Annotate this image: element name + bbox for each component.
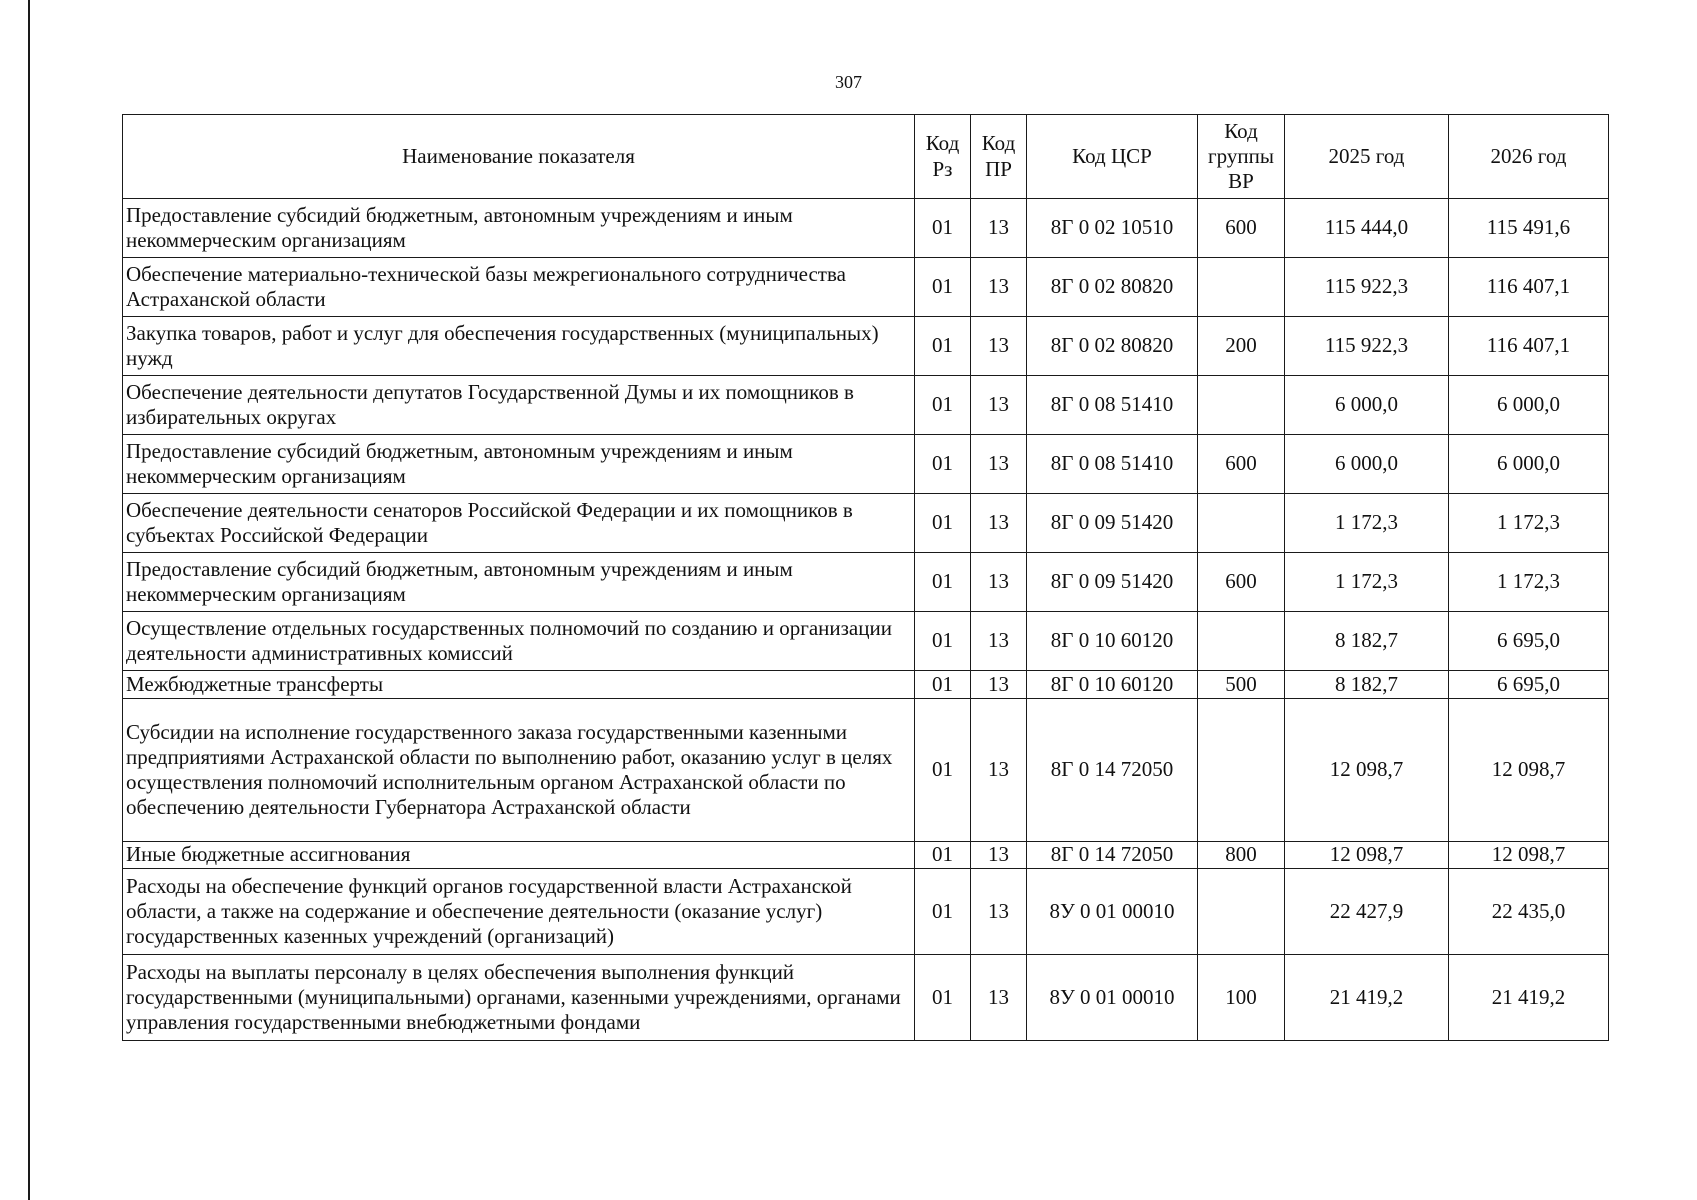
row-vr: 200 bbox=[1198, 317, 1285, 376]
row-pr: 13 bbox=[971, 842, 1027, 869]
row-pr: 13 bbox=[971, 553, 1027, 612]
table-row bbox=[123, 671, 1609, 699]
row-2025: 8 182,7 bbox=[1285, 671, 1449, 699]
row-2025: 8 182,7 bbox=[1285, 612, 1449, 671]
row-csr: 8У 0 01 00010 bbox=[1027, 955, 1198, 1041]
row-vr: 800 bbox=[1198, 842, 1285, 869]
row-2025: 115 444,0 bbox=[1285, 199, 1449, 258]
table-row bbox=[123, 955, 1609, 1041]
budget-table bbox=[122, 114, 1609, 1041]
row-2026: 12 098,7 bbox=[1449, 842, 1609, 869]
row-2026: 116 407,1 bbox=[1449, 317, 1609, 376]
row-2025: 6 000,0 bbox=[1285, 376, 1449, 435]
header-vr: Код группы ВР bbox=[1198, 115, 1285, 199]
row-pr: 13 bbox=[971, 955, 1027, 1041]
row-vr bbox=[1198, 376, 1285, 435]
row-rz: 01 bbox=[915, 612, 971, 671]
row-pr: 13 bbox=[971, 869, 1027, 955]
row-2026: 21 419,2 bbox=[1449, 955, 1609, 1041]
table-row bbox=[123, 376, 1609, 435]
row-name: Предоставление субсидий бюджетным, автономным учреждениям и иным некоммерческим организациям bbox=[123, 199, 915, 258]
row-pr: 13 bbox=[971, 494, 1027, 553]
row-name: Обеспечение деятельности депутатов Государственной Думы и их помощников в избирательных округах bbox=[123, 376, 915, 435]
row-rz: 01 bbox=[915, 869, 971, 955]
row-csr: 8Г 0 02 80820 bbox=[1027, 258, 1198, 317]
table-row bbox=[123, 553, 1609, 612]
row-rz: 01 bbox=[915, 317, 971, 376]
row-name: Предоставление субсидий бюджетным, автономным учреждениям и иным некоммерческим организациям bbox=[123, 553, 915, 612]
row-vr bbox=[1198, 612, 1285, 671]
row-rz: 01 bbox=[915, 258, 971, 317]
row-2026: 6 695,0 bbox=[1449, 612, 1609, 671]
row-2025: 6 000,0 bbox=[1285, 435, 1449, 494]
row-rz: 01 bbox=[915, 671, 971, 699]
row-vr: 600 bbox=[1198, 199, 1285, 258]
row-csr: 8Г 0 14 72050 bbox=[1027, 842, 1198, 869]
row-name: Обеспечение деятельности сенаторов Российской Федерации и их помощников в субъектах Российской Федерации bbox=[123, 494, 915, 553]
row-2025: 1 172,3 bbox=[1285, 494, 1449, 553]
row-pr: 13 bbox=[971, 199, 1027, 258]
row-name: Расходы на выплаты персоналу в целях обеспечения выполнения функций государственными (муниципальными) органами, казенными учреждениями, органами управления государственными внебюджетными фондами bbox=[123, 955, 915, 1041]
row-2025: 115 922,3 bbox=[1285, 317, 1449, 376]
row-csr: 8Г 0 09 51420 bbox=[1027, 494, 1198, 553]
row-csr: 8У 0 01 00010 bbox=[1027, 869, 1198, 955]
row-vr: 600 bbox=[1198, 435, 1285, 494]
row-2026: 6 000,0 bbox=[1449, 376, 1609, 435]
row-pr: 13 bbox=[971, 376, 1027, 435]
row-csr: 8Г 0 02 80820 bbox=[1027, 317, 1198, 376]
row-vr bbox=[1198, 494, 1285, 553]
row-csr: 8Г 0 10 60120 bbox=[1027, 671, 1198, 699]
row-name: Закупка товаров, работ и услуг для обеспечения государственных (муниципальных) нужд bbox=[123, 317, 915, 376]
row-name: Осуществление отдельных государственных полномочий по созданию и организации деятельности административных комиссий bbox=[123, 612, 915, 671]
row-vr bbox=[1198, 258, 1285, 317]
row-2025: 22 427,9 bbox=[1285, 869, 1449, 955]
row-csr: 8Г 0 09 51420 bbox=[1027, 553, 1198, 612]
row-2025: 115 922,3 bbox=[1285, 258, 1449, 317]
row-csr: 8Г 0 10 60120 bbox=[1027, 612, 1198, 671]
row-csr: 8Г 0 14 72050 bbox=[1027, 699, 1198, 842]
row-2026: 12 098,7 bbox=[1449, 699, 1609, 842]
row-2026: 115 491,6 bbox=[1449, 199, 1609, 258]
row-2025: 21 419,2 bbox=[1285, 955, 1449, 1041]
table-row bbox=[123, 869, 1609, 955]
row-2025: 12 098,7 bbox=[1285, 842, 1449, 869]
row-2026: 1 172,3 bbox=[1449, 553, 1609, 612]
table-row bbox=[123, 317, 1609, 376]
header-2026: 2026 год bbox=[1449, 115, 1609, 199]
table-header-row bbox=[123, 115, 1609, 199]
header-2025: 2025 год bbox=[1285, 115, 1449, 199]
row-pr: 13 bbox=[971, 435, 1027, 494]
row-name: Расходы на обеспечение функций органов государственной власти Астраханской области, а также на содержание и обеспечение деятельности (оказание услуг) государственных казенных учреждений (организаций) bbox=[123, 869, 915, 955]
table-row bbox=[123, 612, 1609, 671]
row-pr: 13 bbox=[971, 317, 1027, 376]
page-number: 307 bbox=[835, 72, 862, 92]
row-rz: 01 bbox=[915, 842, 971, 869]
row-rz: 01 bbox=[915, 553, 971, 612]
row-pr: 13 bbox=[971, 671, 1027, 699]
row-name: Субсидии на исполнение государственного заказа государственными казенными предприятиями Астраханской области по выполнению работ, оказанию услуг в целях осуществления полномочий исполнительным органом Астраханской области по обеспечению деятельности Губернатора Астраханской области bbox=[123, 699, 915, 842]
header-rz: Код Рз bbox=[915, 115, 971, 199]
header-pr: Код ПР bbox=[971, 115, 1027, 199]
row-2026: 1 172,3 bbox=[1449, 494, 1609, 553]
scan-edge-line bbox=[28, 0, 30, 1200]
table-row bbox=[123, 435, 1609, 494]
row-vr: 600 bbox=[1198, 553, 1285, 612]
row-2026: 6 695,0 bbox=[1449, 671, 1609, 699]
table-row bbox=[123, 258, 1609, 317]
row-csr: 8Г 0 08 51410 bbox=[1027, 376, 1198, 435]
row-vr: 100 bbox=[1198, 955, 1285, 1041]
row-name: Обеспечение материально-технической базы межрегионального сотрудничества Астраханской области bbox=[123, 258, 915, 317]
row-pr: 13 bbox=[971, 258, 1027, 317]
row-vr bbox=[1198, 869, 1285, 955]
table-row bbox=[123, 699, 1609, 842]
row-2025: 1 172,3 bbox=[1285, 553, 1449, 612]
table-row bbox=[123, 842, 1609, 869]
row-vr: 500 bbox=[1198, 671, 1285, 699]
row-vr bbox=[1198, 699, 1285, 842]
row-name: Предоставление субсидий бюджетным, автономным учреждениям и иным некоммерческим организациям bbox=[123, 435, 915, 494]
row-csr: 8Г 0 02 10510 bbox=[1027, 199, 1198, 258]
row-2025: 12 098,7 bbox=[1285, 699, 1449, 842]
row-rz: 01 bbox=[915, 494, 971, 553]
row-2026: 116 407,1 bbox=[1449, 258, 1609, 317]
row-pr: 13 bbox=[971, 699, 1027, 842]
header-name: Наименование показателя bbox=[123, 115, 915, 199]
row-2026: 6 000,0 bbox=[1449, 435, 1609, 494]
row-rz: 01 bbox=[915, 199, 971, 258]
row-name: Иные бюджетные ассигнования bbox=[123, 842, 915, 869]
row-2026: 22 435,0 bbox=[1449, 869, 1609, 955]
row-rz: 01 bbox=[915, 955, 971, 1041]
table-row bbox=[123, 494, 1609, 553]
row-rz: 01 bbox=[915, 435, 971, 494]
row-pr: 13 bbox=[971, 612, 1027, 671]
row-name: Межбюджетные трансферты bbox=[123, 671, 915, 699]
row-csr: 8Г 0 08 51410 bbox=[1027, 435, 1198, 494]
header-csr: Код ЦСР bbox=[1027, 115, 1198, 199]
table-row bbox=[123, 199, 1609, 258]
row-rz: 01 bbox=[915, 376, 971, 435]
row-rz: 01 bbox=[915, 699, 971, 842]
